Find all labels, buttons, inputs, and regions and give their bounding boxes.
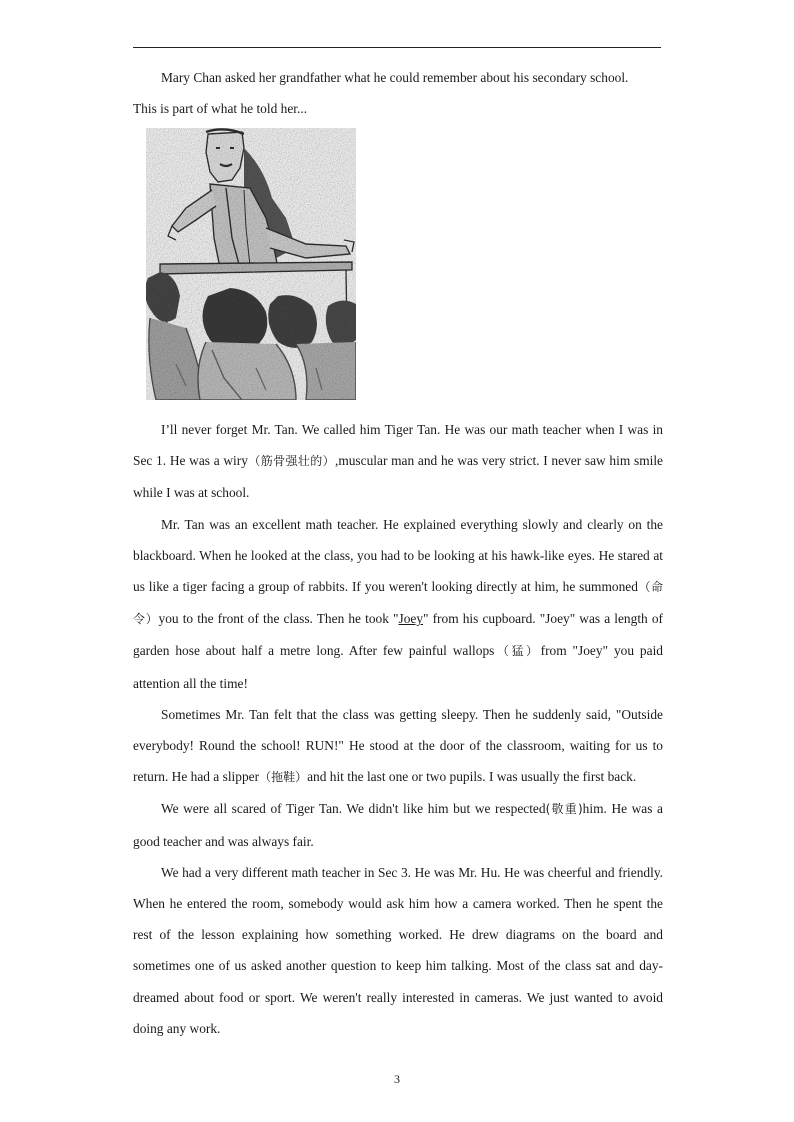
p2-text-a: Mr. Tan was an excellent math teacher. He explained everything slowly and clearly on the blackboard. When he looked at the class, you had to be looking at his hawk-like eyes. He stared at us like a tiger facing a group of rabbits. If you weren't looking directly at him, he summoned: [133, 516, 667, 595]
p2-text-e: " from his cupboard. "Joey" was a length of garden hose about half a metre long. After few painful wallops: [133, 611, 667, 659]
p2-text-c: you to the front of the class. Then he took ": [158, 611, 399, 627]
p1-text-a: I’ll never forget Mr. Tan. We called him Tiger Tan. He was our math teacher when I was in Sec 1. He was a wiry: [133, 422, 667, 469]
p2-gloss-2: （猛）: [494, 644, 541, 659]
page-number: 3: [394, 1072, 400, 1086]
passage: [133, 414, 667, 1044]
p3-text-a: Sometimes Mr. Tan felt that the class was getting sleepy. Then he suddenly said, "Outside everybody! Round the school! RUN!" He stood at the door of the classroom, waiting for us to return. He had a slipper: [133, 706, 667, 785]
classroom-teacher-sketch-icon: [146, 128, 356, 400]
p4-gloss: (敬重): [545, 802, 583, 817]
paragraph-4: [133, 793, 667, 856]
intro-line-1: Mary Chan asked her grandfather what he could remember about his secondary school.: [161, 70, 629, 85]
p2-text-g: from "Joey" you paid attention all the time!: [133, 643, 667, 691]
paragraph-1: [133, 414, 667, 509]
p3-gloss: （拖鞋）: [259, 770, 308, 785]
p1-gloss: （筋骨强壮的）: [247, 454, 335, 469]
p3-text-c: and hit the last one or two pupils. I was usually the first back.: [307, 769, 637, 785]
p1-text-c: ,muscular man and he was very strict. I never saw him smile while I was at school.: [133, 453, 667, 501]
intro-line-2: This is part of what he told her...: [133, 101, 308, 116]
paragraph-3: [133, 699, 667, 794]
paragraph-2: [133, 509, 667, 699]
intro: [133, 62, 663, 124]
paragraph-5: We had a very different math teacher in Sec 3. He was Mr. Hu. He was cheerful and friendly. When he entered the room, somebody would ask him how a camera worked. Then he spent the rest of the lesson explaining how something worked. He drew diagrams on the board and sometimes one of us asked another question to keep him talking. Most of the class sat and day-dreamed about food or sport. We weren't really interested in cameras. We just wanted to avoid doing any work.: [133, 864, 667, 1036]
header-rule: [133, 47, 661, 48]
p2-gloss-1: （命令）: [133, 580, 663, 627]
p4-text-c: him. He was a good teacher and was always fair.: [133, 801, 667, 849]
p2-joey-underlined: Joey: [398, 611, 424, 627]
p4-text-a: We were all scared of Tiger Tan. We didn't like him but we respected: [161, 801, 546, 817]
